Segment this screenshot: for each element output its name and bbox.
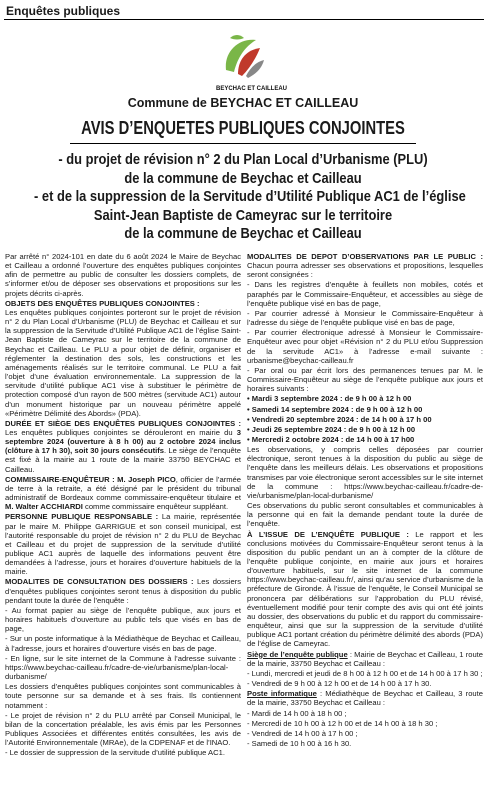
commune-title: Commune de BEYCHAC ET CAILLEAU: [127, 96, 359, 110]
header-rule: [4, 19, 484, 20]
depot-section: [247, 252, 483, 279]
logo-caption: BEYCHAC ET CAILLEAU: [216, 86, 288, 92]
list-item: - Vendredi de 14 h 00 à 17 h 00 ;: [247, 728, 358, 738]
communicables-paragraph: Les dossiers d’enquêtes publiques conjointes sont communicables à toute personne sur sa demande et à ses frais. Ils contiennent notamment :: [5, 682, 241, 710]
depot-text: Chacun pourra adresser ses observations et propositions, lesquelles seront consignées :: [247, 261, 483, 280]
duree-text-2: . Le siège de l’enquête est fixé à la mairie au 1 route de la mairie 33750 BEYCHAC et Cailleau.: [5, 446, 241, 474]
duree-section: [5, 419, 241, 474]
logo-emblem-icon: [216, 30, 272, 86]
commissaire-section: [5, 475, 241, 512]
list-item: - Mardi de 14 h 00 à 18 h 00 ;: [247, 708, 347, 718]
notice-subtitle: [0, 151, 486, 244]
list-item: - Au format papier au siège de l’enquête publique, aux jours et horaires habituels d’ouverture au public tels que visés en bas de page,: [5, 605, 241, 634]
responsable-text: La mairie, représentée par le maire M. Philippe GARRIGUE et son conseil municipal, est l’autorité responsable du projet de révision n° 2 du PLU de Beychac et Cailleau et du projet de suppression de la servitude d’utilité publique AC1 auprès de laquelle des informations peuvent être demandées à l’adresse, jours et horaires d’ouverture habituels de la mairie.: [5, 512, 241, 577]
permanence-date: • Samedi 14 septembre 2024 : de 9 h 00 à 12 h 00: [247, 404, 423, 414]
siege-section: [247, 650, 483, 668]
observations-paragraph: Les observations, y compris celles déposées par courrier électronique, seront tenues à la disposition du public au siège de l’enquête dans les meilleurs délais. Les observations et propositions transmises par voie électronique seront accessibles sur le site internet de la commune : https://www.beychac-cailleau.fr/cadre-de-vie/urbanisme/plan-local-durbanisme/: [247, 445, 483, 500]
issue-heading: À L’ISSUE DE L’ENQUÊTE PUBLIQUE :: [247, 529, 409, 539]
commissaire-heading: COMMISSAIRE-ENQUÊTEUR: [5, 474, 110, 484]
permanence-date: • Jeudi 26 septembre 2024 : de 9 h 00 à 12 h 00: [247, 424, 416, 434]
commissaire-name: : M. Joseph PICO: [109, 474, 176, 484]
issue-section: [247, 530, 483, 649]
commune-logo: [216, 30, 288, 92]
poste-text: : Médiathèque de Beychac et Cailleau, 3 route de la mairie, 33750 Beychac et Cailleau :: [247, 689, 483, 708]
subtitle-line: - du projet de révision n° 2 du Plan Local d’Urbanisme (PLU): [58, 151, 428, 168]
objets-text: Les enquêtes publiques conjointes porteront sur le projet de révision n° 2 du Plan Local d’Urbanisme (PLU) de Beychac et Cailleau et sur la suppression de la Servitude d’Utilité Publique AC1 de l’église Saint-Jean Baptiste de Cameyrac sur le territoire de la commune de Beychac et Cailleau. Le PLU a pour objet de définir, organiser et réglementer la destination des sols, les constructions et les aménagements réalisés sur le territoire communal. Le PLU a fait l’objet d’une évaluation environnementale. La suppression de la servitude d’utilité publique AC1 vise à substituer le périmètre de protection composé d’un rayon de 500 mètres (servitude AC1) autour d’un monument historique par un nouveau périmètre appelé «Périmètre Délimité des Abords» (PDA).: [5, 307, 241, 418]
subtitle-line: - et de la suppression de la Servitude d’Utilité Publique AC1 de l’église: [34, 188, 466, 206]
poste-heading: Poste informatique: [247, 689, 317, 699]
issue-text: Le rapport et les conclusions motivées du Commissaire-Enquêteur seront tenus à la disposition du public pendant un an à compter de la clôture de l’enquête publique conjointe, en mairie aux jours et horaires d’ouverture habituels, sur le site internet de la commune https://www.beychac-cailleau.fr/, ainsi qu’au service d’urbanisme de la préfecture de Gironde. À l’issue de l’enquête, le Conseil Municipal se prononcera par délibérations sur l’approbation du PLU révisé, éventuellement modifié pour tenir compte des avis qui ont été joints au dossier, des observations du public et du rapport du commissaire-enquêteur, ainsi que sur la suppression de la servitude d’utilité publique AC1 portant création du périmètre délimité des abords (PDA) de l’église de Cameyrac.: [247, 529, 483, 649]
permanence-date: • Mercredi 2 octobre 2024 : de 14 h 00 à 17 h00: [247, 434, 415, 444]
objets-heading: OBJETS DES ENQUÊTES PUBLIQUES CONJOINTES :: [5, 298, 200, 308]
permanence-date: • Mardi 3 septembre 2024 : de 9 h 00 à 12 h 00: [247, 394, 412, 404]
permanence-item: [247, 415, 483, 424]
consultation-section: [5, 577, 241, 604]
permanence-item: [247, 394, 483, 403]
list-item: - Par courrier électronique adressé à Monsieur le Commissaire-Enquêteur avec pour objet «Révision n° 2 du PLU et/ou Suppression de la servitude AC1» à l’adresse e-mail suivante : urbanisme@beychac-cailleau.fr: [247, 328, 483, 365]
title-rule: [70, 143, 416, 144]
list-item: - Vendredi de 9 h 00 à 12 h 00 et de 14 h 00 à 17 h 30.: [247, 679, 432, 689]
suppleant-name: M. Walter ACCHIARDI: [5, 502, 83, 512]
communicables-paragraph: Ces observations du public seront consultables et communicables à la personne qui en fait la demande pendant toute la durée de l’enquête.: [247, 501, 483, 529]
responsable-section: [5, 512, 241, 576]
subtitle-line: Saint-Jean Baptiste de Cameyrac sur le territoire: [93, 206, 393, 224]
list-item: - En ligne, sur le site internet de la Commune à l’adresse suivante : https://www.beychac-cailleau.fr/cadre-de-vie/urbanisme/plan-local-durbanisme/: [5, 653, 241, 682]
duree-text: Les enquêtes publiques conjointes se dérouleront en mairie du: [5, 427, 233, 437]
list-item: - Par oral ou par écrit lors des permanences tenues par M. le Commissaire-Enquêteur au siège de l’enquête publique aux jours et horaires suivants :: [247, 365, 483, 394]
poste-section: [247, 689, 483, 707]
responsable-heading: PERSONNE PUBLIQUE RESPONSABLE :: [5, 512, 159, 522]
permanence-date: • Vendredi 20 septembre 2024 : de 14 h 00 à 17 h 00: [247, 414, 432, 424]
list-item: - Lundi, mercredi et jeudi de 8 h 00 à 12 h 00 et de 14 h 00 à 17 h 30 ;: [247, 668, 483, 678]
permanence-item: [247, 405, 483, 414]
left-column: [5, 252, 241, 758]
duree-heading: DURÉE ET SIÈGE DES ENQUÊTES PUBLIQUES CONJOINTES :: [5, 418, 241, 428]
objets-section: [5, 299, 241, 418]
depot-heading: MODALITES DE DEPOT D’OBSERVATIONS PAR LE PUBLIC :: [247, 252, 483, 261]
suppleant-text: comme commissaire enquêteur suppléant.: [82, 502, 229, 512]
siege-text: : Mairie de Beychac et Cailleau, 1 route de la mairie, 33750 Beychac et Cailleau :: [247, 649, 484, 668]
notice-title: AVIS D’ENQUETES PUBLIQUES CONJOINTES: [81, 118, 405, 138]
list-item: - Le projet de révision n° 2 du PLU arrêté par Conseil Municipal, le bilan de la concertation préalable, les avis émis par les Personnes Publiques Associées et différentes entités consultées, les avis de l’Autorité Environnementale (MRAe), de la CDPENAF et de l’INAO.: [5, 710, 241, 748]
list-item: - Dans les registres d’enquête à feuillets non mobiles, cotés et paraphés par le Commissaire-Enquêteur, et accessibles au siège de l’enquête publique visé en bas de page,: [247, 280, 483, 308]
commissaire-text: , officier de l’armée de terre à la retraite, a été désigné par le président du tribunal administratif de Bordeaux comme commissaire-enquêteur titulaire et: [5, 474, 242, 503]
section-header: [4, 1, 484, 21]
subtitle-line: de la commune de Beychac et Cailleau: [124, 169, 362, 187]
consultation-text: Les dossiers d’enquêtes publiques conjointes seront tenus à disposition du public pendant toute la durée de l’enquête :: [5, 577, 241, 605]
list-item: - Le dossier de suppression de la servitude d’utilité publique AC1.: [5, 748, 225, 758]
siege-heading: Siège de l’enquête publique: [247, 649, 348, 659]
list-item: - Samedi de 10 h 00 à 16 h 30.: [247, 738, 352, 748]
subtitle-line: de la commune de Beychac et Cailleau: [124, 225, 362, 243]
list-item: - Par courrier adressé à Monsieur le Commissaire-Enquêteur à l’adresse du siège de l’enquête publique visé en bas de page,: [247, 308, 483, 328]
consultation-heading: MODALITES DE CONSULTATION DES DOSSIERS :: [5, 577, 194, 587]
intro-paragraph: Par arrêté n° 2024-101 en date du 6 août 2024 le Maire de Beychac et Cailleau a ordonné l’ouverture des enquêtes publiques conjointes afin de permettre au public de consulter les dossiers complets, de s’informer et/ou de déposer ses observations et propositions sur les projets décrits ci-après.: [5, 252, 241, 298]
section-title: Enquêtes publiques: [6, 4, 121, 18]
permanence-item: [247, 435, 483, 444]
list-item: - Mercredi de 10 h 00 à 12 h 00 et de 14 h 00 à 18 h 30 ;: [247, 718, 438, 728]
permanence-item: [247, 425, 483, 434]
duree-dates: 3 septembre 2024 (ouverture à 8 h 00) au 2 octobre 2024 inclus (clôture à 17 h 30), soit 30 jours consécutifs: [5, 427, 241, 456]
list-item: - Sur un poste informatique à la Médiathèque de Beychac et Cailleau, à l’adresse, jours et horaires d’ouverture visés en bas de page.: [5, 634, 241, 653]
right-column: [247, 252, 483, 749]
